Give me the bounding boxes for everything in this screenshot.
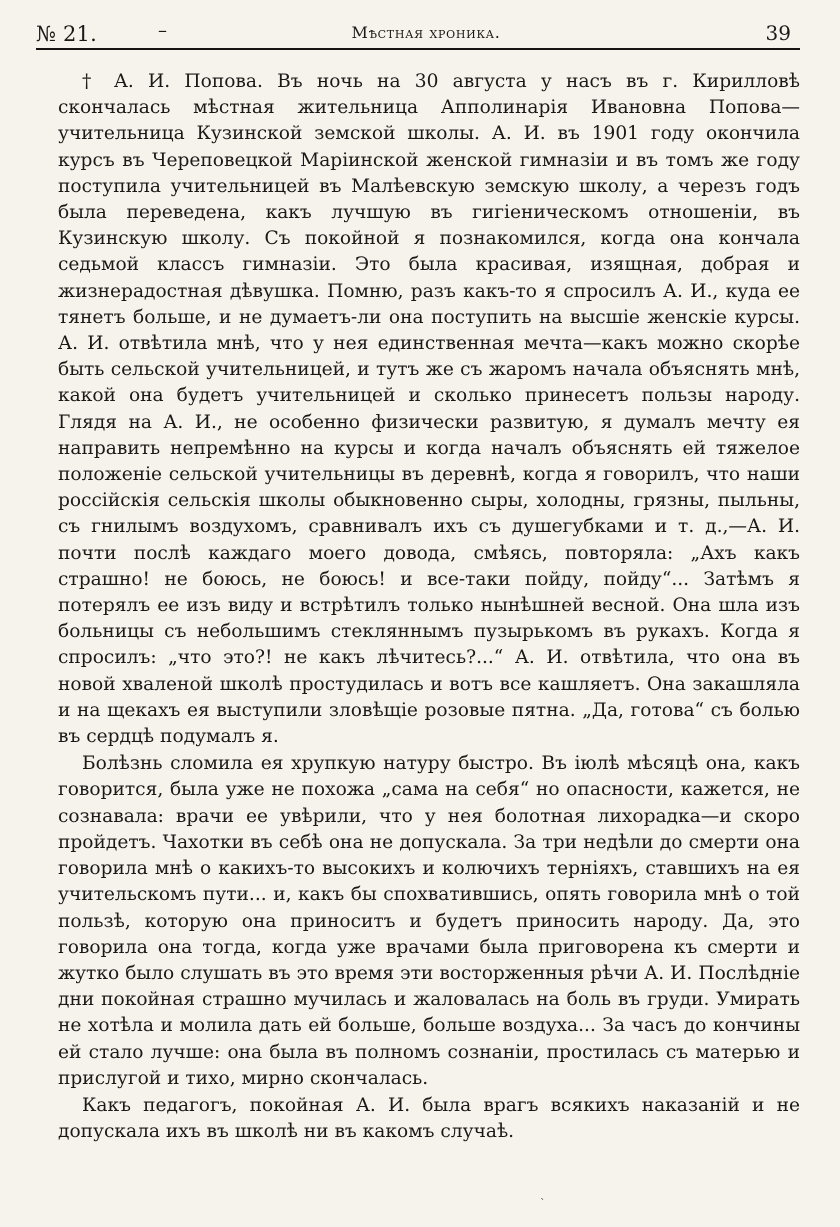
header-rule bbox=[36, 48, 800, 50]
article-body bbox=[58, 69, 800, 1145]
article-paragraph: Какъ педагогъ, покойная А. И. была врагъ всякихъ наказаній и не допускала ихъ въ школѣ ни въ какомъ случаѣ. bbox=[58, 1094, 800, 1143]
article-paragraph: † А. И. Попова. Въ ночь на 30 августа у насъ въ г. Кирилловѣ скончалась мѣстная жительница Апполинарія Ивановна Попова—учительница Кузинской земской школы. А. И. въ 1901 году окончила курсъ въ Череповецкой Маріинской женской гимназіи и въ томъ же году поступила учительницей въ Малѣевскую земскую школу, а черезъ годъ была переведена, какъ лучшую въ гигіеническомъ отношеніи, въ Кузинскую школу. Съ покойной я познакомился, когда она кончала седьмой классъ гимназіи. Это была красивая, изящная, добрая и жизнерадостная дѣвушка. Помню, разъ какъ-то я спросилъ А. И., куда ее тянетъ больше, и не думаетъ-ли она поступить на высшіе женскіе курсы. А. И. отвѣтила мнѣ, что у нея единственная мечта—какъ можно скорѣе быть сельской учительницей, и тутъ же съ жаромъ начала объяснять мнѣ, какой она будетъ учительницей и сколько принесетъ пользы народу. Глядя на А. И., не особенно физически развитую, я думалъ мечту ея направить непремѣнно на курсы и когда началъ объяснять ей тяжелое положеніе сельской учительницы въ деревнѣ, когда я говорилъ, что наши россійскія сельскія школы обыкновенно сыры, холодны, грязны, пыльны, съ гнилымъ воздухомъ, сравнивалъ ихъ съ душегубками и т. д.,—А. И. почти послѣ каждаго моего довода, смѣясь, повторяла: „Ахъ какъ страшно! не боюсь, не боюсь! и все-таки пойду, пойду“... Затѣмъ я потерялъ ее изъ виду и встрѣтилъ только нынѣшней весной. Она шла изъ больницы съ небольшимъ стекляннымъ пузырькомъ въ рукахъ. Когда я спросилъ: „что это?! не какъ лѣчитесь?...“ А. И. отвѣтила, что она въ новой хваленой школѣ простудилась и вотъ все кашляетъ. Она закашляла и на щекахъ ея выступили зловѣщіе розовые пятна. „Да, готова“ съ болью въ сердцѣ подумалъ я. bbox=[58, 71, 800, 748]
issue-number: № 21. bbox=[36, 22, 97, 46]
header-dash: – bbox=[158, 20, 167, 41]
article-paragraph: Болѣзнь сломила ея хрупкую натуру быстро. Въ іюлѣ мѣсяцѣ она, какъ говорится, была уже не похожа „сама на себя“ но опасности, кажется, не сознавала: врачи ее увѣрили, что у нея болотная лихорадка—и скоро пройдетъ. Чахотки въ себѣ она не допускала. За три недѣли до смерти она говорила мнѣ о какихъ-то высокихъ и колючихъ терніяхъ, ставшихъ на ея учительскомъ пути... и, какъ бы спохватившись, опять говорила мнѣ о той пользѣ, которую она приноситъ и будетъ приносить народу. Да, это говорила она тогда, когда уже врачами была приговорена къ смерти и жутко было слушать въ это время эти восторженныя рѣчи А. И. Послѣдніе дни покойная страшно мучилась и жаловалась на боль въ груди. Умирать не хотѣла и молила дать ей больше, больше воздуха... За часъ до кончины ей стало лучше: она была въ полномъ сознаніи, простилась съ матерью и прислугой и тихо, мирно скончалась. bbox=[58, 753, 800, 1089]
page-header bbox=[36, 0, 794, 50]
footer-mark: ` bbox=[540, 1197, 546, 1210]
section-title: Мѣстная хроника. bbox=[351, 23, 501, 42]
page-number: 39 bbox=[765, 21, 791, 45]
